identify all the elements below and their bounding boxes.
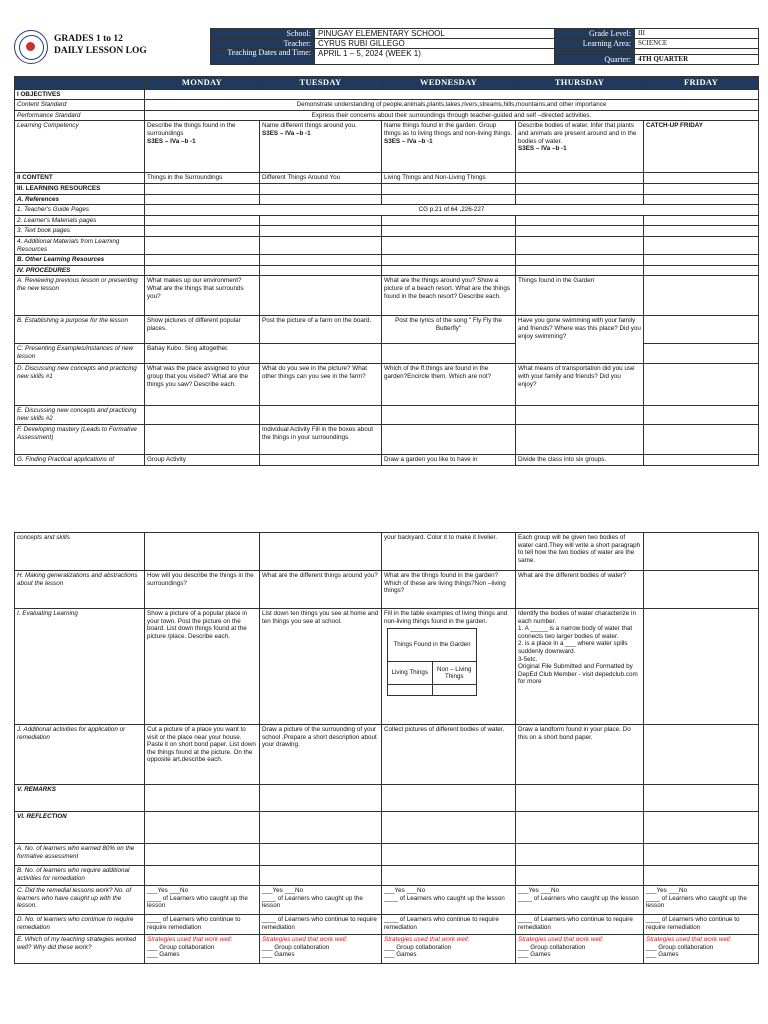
- reflection-c-tuesday: ___Yes ___No ____ of Learners who caught up the lesson: [260, 886, 382, 915]
- procedure-c-monday: Bahay Kubo. Sing altogether.: [145, 344, 260, 364]
- page-2: [14, 532, 758, 964]
- reflection-a-label: A. No. of learners who earned 80% on the formative assessment: [15, 844, 145, 866]
- inner-table-left: Living Things: [388, 662, 433, 685]
- content-standard-label: Content Standard: [15, 100, 145, 111]
- procedure-a-wednesday: What are the things around you? Show a picture of a beach resort. What are the things found in the beach resort? Describe each.: [382, 276, 516, 316]
- procedure-c-label: C. Presenting Examples/instances of new lesson: [15, 344, 145, 364]
- deped-seal-icon: [14, 30, 48, 64]
- teacher-label: Teacher:: [211, 39, 315, 49]
- inner-table-top: Things Found in the Garden: [388, 629, 477, 662]
- day-wednesday: WEDNESDAY: [382, 77, 516, 90]
- performance-standard: Express their concerns about their surroundings through teacher-guided and self –directed activities.: [145, 110, 759, 121]
- reflection-e-friday: Strategies used that work well: ___ Group collaboration ___ Games: [644, 935, 759, 964]
- reflection-e-monday: Strategies used that work well: ___ Group collaboration ___ Games: [145, 935, 260, 964]
- title-line-1: GRADES 1 to 12: [54, 34, 123, 44]
- procedure-g-label: G. Finding Practical applications of: [15, 455, 145, 466]
- lesson-log-table-page-1: [14, 76, 759, 466]
- procedure-d-thursday: What means of transportation did you use with your family and friends? Did you enjoy?: [516, 364, 644, 406]
- day-thursday: THURSDAY: [516, 77, 644, 90]
- procedure-h-tuesday: What are the different things around you?: [260, 571, 382, 609]
- procedure-g-thursday: Divide the class into six groups.: [516, 455, 644, 466]
- procedure-f-tuesday: Individual Activity Fill in the boxes about the things in your surroundings.: [260, 425, 382, 455]
- reflection-d-monday: ____ of Learners who continue to require remediation: [145, 915, 260, 935]
- reflection-e-tuesday: Strategies used that work well: ___ Group collaboration ___ Games: [260, 935, 382, 964]
- reflection-e-wednesday: Strategies used that work well: ___ Group collaboration ___ Games: [382, 935, 516, 964]
- content-label: II CONTENT: [15, 173, 145, 184]
- content-monday: Things in the Surroundings: [145, 173, 260, 184]
- grade-value: III: [635, 29, 759, 39]
- reflection-e-label: E. Which of my teaching strategies worked well? Why did these work?: [15, 935, 145, 964]
- content-standard: Demonstrate understanding of people,animals,plants,lakes,rivers,streams,hills,mountains,and other importance: [145, 100, 759, 111]
- reflection-e-thursday: Strategies used that work well: ___ Group collaboration ___ Games: [516, 935, 644, 964]
- dates-value: APRIL 1 – 5, 2024 (WEEK 1): [315, 49, 555, 65]
- procedure-j-tuesday: Draw a picture of the surrounding of your school .Prepare a short description about your drawing.: [260, 725, 382, 785]
- reflection-d-friday: ____ of Learners who continue to require remediation: [644, 915, 759, 935]
- title-line-2: DAILY LESSON LOG: [54, 46, 147, 56]
- procedure-e-label: E. Discussing new concepts and practicing new skills #2: [15, 406, 145, 425]
- procedure-d-tuesday: What do you see in the picture? What other things can you see in the farm?: [260, 364, 382, 406]
- competency-friday: CATCH-UP FRIDAY: [644, 121, 759, 173]
- reflection-d-label: D. No. of learners who continue to require remediation: [15, 915, 145, 935]
- teacher-value: CYRUS RUBI GILLEGO: [315, 39, 555, 49]
- reflection-c-friday: ___Yes ___No ____ of Learners who caught up the lesson: [644, 886, 759, 915]
- resources-heading: III. LEARNING RESOURCES: [15, 183, 145, 194]
- competency-thursday: Describe bodies of water. Infer that plants and animals are present around and in the bodies of water. S3ES – IVa –b -1: [516, 121, 644, 173]
- reflection-c-thursday: ___Yes ___No ____ of Learners who caught up the lesson: [516, 886, 644, 915]
- page-1: [14, 28, 758, 466]
- procedure-j-thursday: Draw a landform found in your place. Do this on a short bond paper.: [516, 725, 644, 785]
- teachers-guide-value: CG p.21 of 64 ,226-227: [145, 205, 759, 216]
- day-friday: FRIDAY: [644, 77, 759, 90]
- procedure-b-monday: Show pictures of different popular places.: [145, 316, 260, 344]
- grade-label: Grade Level:: [555, 29, 635, 39]
- teachers-guide-label: 1. Teacher's Guide Pages: [15, 205, 145, 216]
- remarks-label: V. REMARKS: [15, 785, 145, 812]
- procedure-b-thursday: Have you gone swimming with your family and friends? Where was this place? Did you enjoy swimming?: [516, 316, 644, 364]
- reflection-b-label: B. No. of learners who require additional activities for remediation: [15, 866, 145, 886]
- performance-standard-label: Performance Standard: [15, 110, 145, 121]
- content-wednesday: Living Things and Non-Living Things: [382, 173, 516, 184]
- procedure-g-monday: Group Activity: [145, 455, 260, 466]
- procedure-g-wednesday: Draw a garden you like to have in: [382, 455, 516, 466]
- competency-wednesday: Name things found in the garden. Group things as to living things and non-living things. S3ES – IVa –b -1: [382, 121, 516, 173]
- day-header-row: [15, 77, 759, 90]
- procedure-b-wednesday: Post the lyrics of the song " Fly Fly the Butterfly": [382, 316, 516, 344]
- procedure-g-wednesday-cont: your backyard. Color it to make it livelier.: [382, 533, 516, 571]
- school-value: PINUGAY ELEMENTARY SCHOOL: [315, 29, 555, 39]
- dates-label: Teaching Dates and Time:: [211, 49, 315, 65]
- procedure-g-label-cont: concepts and skills: [15, 533, 145, 571]
- additional-materials-label: 4. Additional Materials from Learning Resources: [15, 236, 145, 254]
- info-table: [210, 28, 759, 65]
- reflection-d-wednesday: ____ of Learners who continue to require remediation: [382, 915, 516, 935]
- reflection-c-wednesday: ___Yes ___No ____ of Learners who caught up the lesson: [382, 886, 516, 915]
- lesson-log-table-page-2: [14, 532, 759, 964]
- procedure-i-monday: Show a picture of a popular place in your town. Post the picture on the board. List down things found at the picture /place. Describe each.: [145, 609, 260, 725]
- procedure-d-label: D. Discussing new concepts and practicing new skills #1: [15, 364, 145, 406]
- procedure-b-label: B. Establishing a purpose for the lesson: [15, 316, 145, 344]
- quarter-value: 4TH QUARTER: [635, 55, 759, 65]
- procedure-a-thursday: Things found in the Garden: [516, 276, 644, 316]
- procedure-h-thursday: What are the different bodies of water?: [516, 571, 644, 609]
- procedure-d-wednesday: Which of the ff.things are found in the garden?Encircle them. Which are not?: [382, 364, 516, 406]
- procedure-d-monday: What was the place assigned to your group that you visited? What are the things you saw? Describe each.: [145, 364, 260, 406]
- school-label: School:: [211, 29, 315, 39]
- area-label: Learning Area:: [555, 39, 635, 49]
- procedure-h-label: H. Making generalizations and abstractions about the lesson: [15, 571, 145, 609]
- procedure-h-monday: How will you describe the things in the surroundings?: [145, 571, 260, 609]
- quarter-label: Quarter:: [555, 55, 635, 65]
- reflection-c-monday: ___Yes ___No ____ of Learners who caught up the lesson: [145, 886, 260, 915]
- procedure-g-thursday-cont: Each group will be given two bodies of water card.They will write a short paragraph to tell how the two bodies of water are the same.: [516, 533, 644, 571]
- procedure-h-wednesday: What are the tihngs found in the garden? Which of these are living things?Non –living things?: [382, 571, 516, 609]
- references-label: A. References: [15, 194, 145, 205]
- reflection-label: VI. REFLECTION: [15, 812, 145, 844]
- procedure-j-label: J. Additional activities for application or remediation: [15, 725, 145, 785]
- textbook-label: 3. Text book pages: [15, 226, 145, 237]
- other-resources-label: B. Other Learning Resources: [15, 255, 145, 266]
- reflection-d-tuesday: ____ of Learners who continue to require remediation: [260, 915, 382, 935]
- procedure-f-label: F. Developing mastery (Leads to Formative Assessment): [15, 425, 145, 455]
- competency-tuesday: Name different things around you. S3ES – IVa –b -1: [260, 121, 382, 173]
- procedure-a-label: A. Reviewing previous lesson or presenting the new lesson: [15, 276, 145, 316]
- procedure-i-tuesday: List down ten things you see at home and ten things you see at school.: [260, 609, 382, 725]
- living-things-table: [387, 628, 477, 696]
- procedure-i-thursday: Identify the bodies of water characterize in each number. 1. A _____ is a narrow body of water that connects two larger bodies of water. 2. is a place in a ___ where water spills suddenly downward. 3-5etc. Original File Submitted and Formatted by DepEd Club Member - visit depedclub.com for more: [516, 609, 644, 725]
- reflection-d-thursday: ____ of Learners who continue to require remediation: [516, 915, 644, 935]
- procedures-heading: IV. PROCEDURES: [15, 265, 145, 276]
- procedure-j-wednesday: Collect pictures of different bodies of water.: [382, 725, 516, 785]
- competency-label: Learning Competency: [15, 121, 145, 173]
- content-tuesday: Different Things Around You: [260, 173, 382, 184]
- reflection-c-label: C. Did the remedial lessons work? No. of learners who have caught up with the lesson.: [15, 886, 145, 915]
- procedure-b-tuesday: Post the picture of a farm on the board.: [260, 316, 382, 344]
- inner-table-right: Non – Living Things: [432, 662, 477, 685]
- day-monday: MONDAY: [145, 77, 260, 90]
- day-tuesday: TUESDAY: [260, 77, 382, 90]
- procedure-i-label: I. Evaluating Learning: [15, 609, 145, 725]
- procedure-a-monday: What makes up our environment? What are the things that surrounds you?: [145, 276, 260, 316]
- objectives-heading: I OBJECTIVES: [15, 89, 145, 100]
- procedure-i-wednesday: Fill in the table examples of living things and non-living things found in the garden. Things Found in the Garden Living Things Non – Living Things: [382, 609, 516, 725]
- procedure-j-monday: Cut a picture of a place you want to visit or the place near your house. Paste it on short bond paper. List down the things found at the picture. On the opposite art,describe each.: [145, 725, 260, 785]
- area-value: SCIENCE: [635, 39, 759, 49]
- competency-monday: Describe the things found in the surroundings S3ES – IVa –b -1: [145, 121, 260, 173]
- header: [14, 28, 758, 76]
- learners-materials-label: 2. Learner's Materials pages: [15, 215, 145, 226]
